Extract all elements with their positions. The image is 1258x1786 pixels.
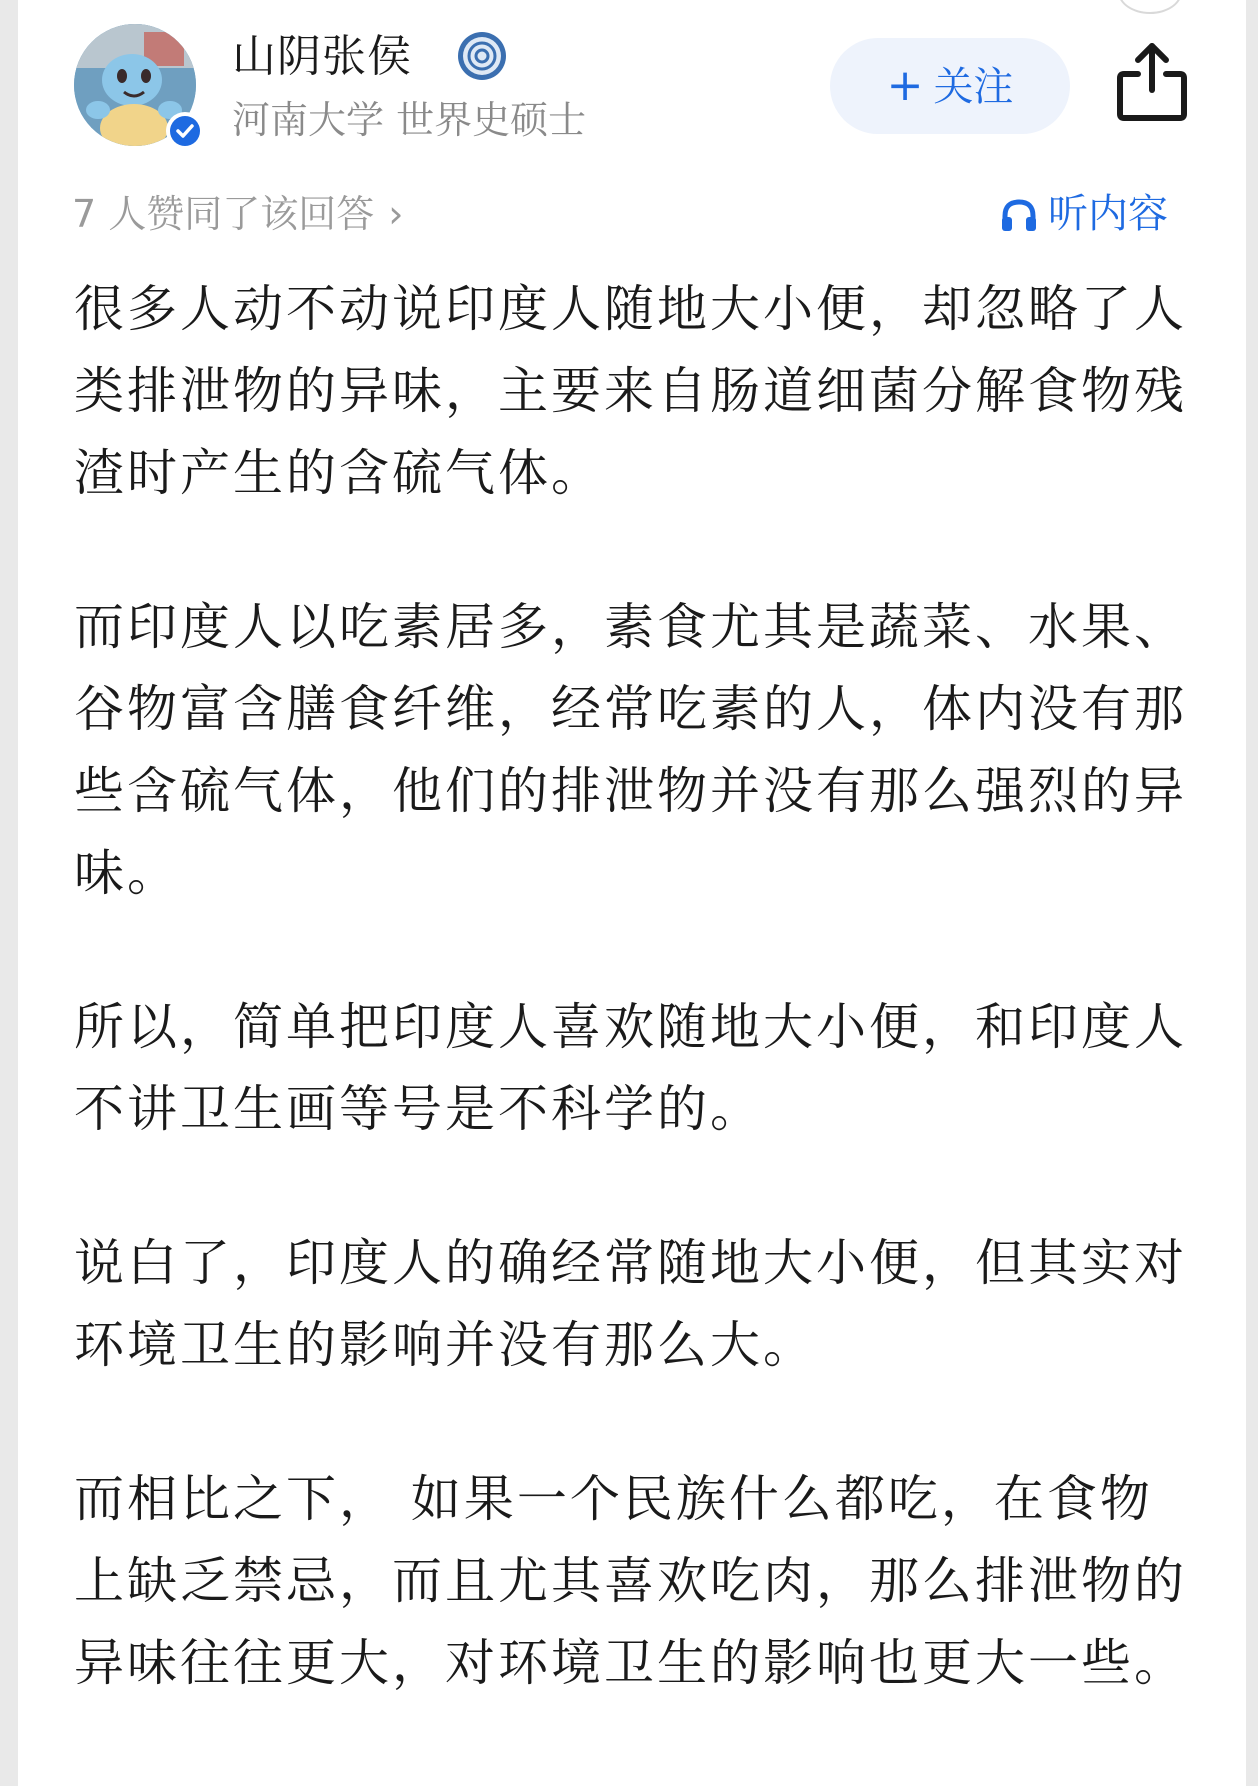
author-bio: 河南大学 世界史硕士 bbox=[232, 98, 587, 142]
chevron-right-icon: › bbox=[388, 192, 404, 236]
headphones-icon bbox=[1000, 197, 1038, 233]
answer-paragraph: 而印度人以吃素居多，素食尤其是蔬菜、水果、谷物富含膳食纤维，经常吃素的人，体内没有那些含硫气体，他们的排泄物并没有那么强烈的异味。 bbox=[74, 598, 1187, 902]
upvote-count-link[interactable] bbox=[72, 188, 403, 240]
answer-body bbox=[74, 268, 1202, 1776]
listen-content-button[interactable] bbox=[1000, 188, 1168, 240]
listen-label: 听内容 bbox=[1048, 191, 1168, 237]
answer-paragraph: 很多人动不动说印度人随地大小便，却忽略了人类排泄物的异味，主要来自肠道细菌分解食物残渣时产生的含硫气体。 bbox=[74, 280, 1187, 502]
upvote-text: 7 人赞同了该回答 bbox=[72, 192, 375, 236]
answer-paragraph: 而相比之下， 如果一个民族什么都吃，在食物上缺乏禁忌，而且尤其喜欢吃肉，那么排泄物的异味往往更大，对环境卫生的影响也更大一些。 bbox=[74, 1470, 1187, 1692]
author-name[interactable]: 山阴张侯 bbox=[232, 31, 412, 82]
share-icon[interactable] bbox=[1114, 40, 1190, 124]
top-edge-decoration bbox=[1118, 0, 1182, 14]
image-smudge bbox=[662, 480, 734, 514]
answer-paragraph: 所以，简单把印度人喜欢随地大小便，和印度人不讲卫生画等号是不科学的。 bbox=[74, 998, 1187, 1138]
plus-icon: + bbox=[886, 60, 924, 111]
verified-badge-icon bbox=[166, 112, 204, 150]
medal-icon bbox=[456, 30, 508, 82]
follow-button[interactable] bbox=[830, 38, 1070, 134]
follow-label: 关注 bbox=[933, 64, 1014, 110]
answer-paragraph: 说白了，印度人的确经常随地大小便，但其实对环境卫生的影响并没有那么大。 bbox=[74, 1234, 1187, 1374]
answer-page bbox=[18, 0, 1246, 1786]
